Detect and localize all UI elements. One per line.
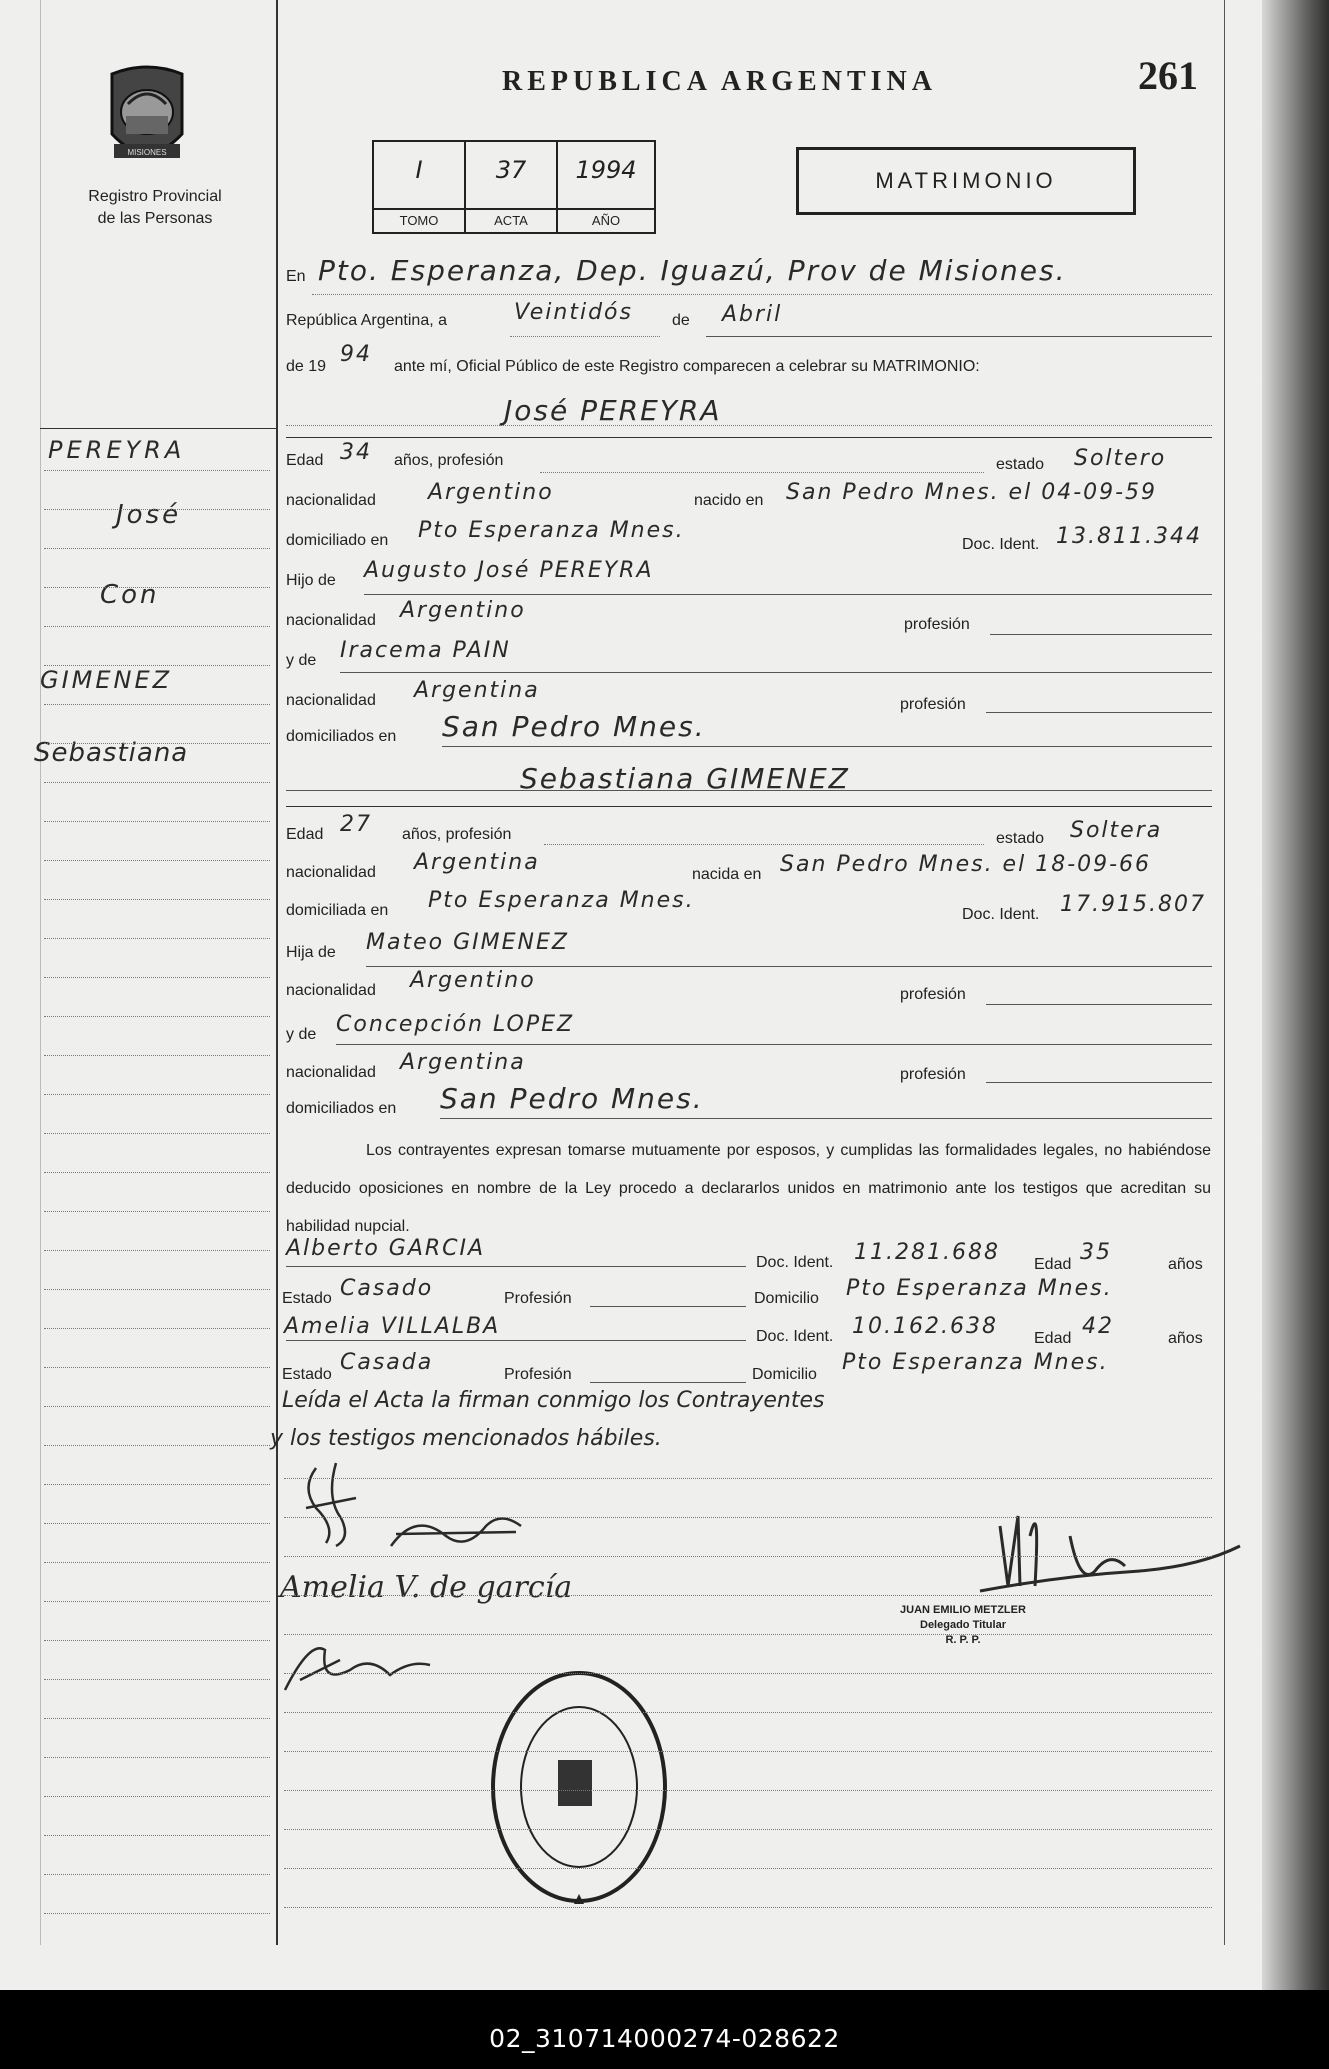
bride-domicile: Pto Esperanza Mnes. [428,888,695,913]
witness2-doc-label: Doc. Ident. [756,1328,834,1345]
intro-statement: ante mí, Oficial Público de este Registro comparecen a celebrar su MATRIMONIO: [394,358,980,375]
acta-label: ACTA [466,208,556,232]
groom-father-nat-label: nacionalidad [286,612,376,629]
witness1-domicilio-label: Domicilio [754,1290,819,1307]
groom-hijo-label: Hijo de [286,572,336,589]
bride-age: 27 [340,812,372,837]
groom-edad-label: Edad [286,452,324,469]
margin-rule [44,938,270,939]
scan-id: 02_310714000274-028622 [489,2024,840,2053]
registry-line-2: de las Personas [97,210,213,227]
body-rule [284,1673,1212,1674]
bride-anos-label: años, profesión [402,826,512,843]
svg-text:MISIONES: MISIONES [127,148,167,157]
groom-profesion-line [540,472,984,473]
groom-father: Augusto José PEREYRA [364,558,654,583]
place-value: Pto. Esperanza, Dep. Iguazú, Prov de Misiones. [318,254,1067,287]
body-rule [284,1751,1212,1752]
body-rule [284,1790,1212,1791]
official-stamp [488,1668,670,1906]
closing-line-2: y los testigos mencionados hábiles. [270,1426,662,1451]
margin-rule [44,1055,270,1056]
margin-rule [44,509,270,510]
groom-age: 34 [340,440,372,465]
groom-mother-line [340,672,1212,673]
margin-rule [44,1016,270,1017]
witness2-profesion-label: Profesión [504,1366,572,1383]
bride-nacida-label: nacida en [692,866,762,883]
registry-line-1: Registro Provincial [88,188,222,205]
margin-rule [44,860,270,861]
groom-mother-prof-line [986,712,1212,713]
witness1-doc: 11.281.688 [854,1240,1000,1265]
margin-rule [44,704,270,705]
groom-doc: 13.811.344 [1056,524,1202,549]
ano-cell [558,142,654,232]
witness1-estado: Casado [340,1276,434,1301]
margin-rule [44,665,270,666]
bride-father-prof-label: profesión [900,986,966,1003]
provincial-crest-icon [104,64,190,172]
bride-nat-label: nacionalidad [286,864,376,881]
witness2-name-line [286,1340,746,1341]
witness1-anos-label: años [1168,1256,1203,1273]
margin-rule [44,1835,270,1836]
margin-rule [44,587,270,588]
bride-mother-line [336,1044,1212,1045]
witness2-edad-label: Edad [1034,1330,1072,1347]
witness1-name: Alberto GARCIA [286,1236,486,1261]
bride-parents-dom-label: domiciliados en [286,1100,397,1117]
witness2-doc: 10.162.638 [852,1314,998,1339]
acta-cell [466,142,558,232]
margin-rule [44,821,270,822]
groom-estado: Soltero [1074,446,1167,471]
year-suffix: 94 [340,342,372,367]
bride-estado: Soltera [1070,818,1163,843]
margin-rule [44,899,270,900]
groom-name-rule [286,437,1212,438]
margin-rule [44,977,270,978]
margin-rule [44,1913,270,1914]
margin-rule [44,1211,270,1212]
margin-rule [44,1133,270,1134]
margin-rule [44,1094,270,1095]
groom-name-line [286,425,1212,426]
witness1-doc-label: Doc. Ident. [756,1254,834,1271]
groom-estado-label: estado [996,456,1045,473]
witness2-estado-label: Estado [282,1366,332,1383]
margin-rule [44,1601,270,1602]
bride-father-nat: Argentino [410,968,536,993]
ano-value: 1994 [575,156,637,184]
bride-parents-dom-line [440,1118,1212,1119]
bride-edad-label: Edad [286,826,324,843]
margin-given-2: Sebastiana [34,738,189,768]
margin-rule [44,1367,270,1368]
margin-rule [44,1445,270,1446]
de-label: de [672,312,690,329]
witness1-domicilio: Pto Esperanza Mnes. [846,1276,1113,1301]
bride-parents-domicile: San Pedro Mnes. [440,1082,704,1115]
body-rule [284,1556,1212,1557]
bride-mother-nat-label: nacionalidad [286,1064,376,1081]
groom-father-line [364,594,1212,595]
body-rule [284,1829,1212,1830]
bride-father-nat-label: nacionalidad [286,982,376,999]
groom-father-prof-line [990,634,1212,635]
book-spine-shadow [1262,0,1329,1990]
witness1-age: 35 [1080,1240,1112,1265]
margin-rule [44,1484,270,1485]
tomo-cell [374,142,466,232]
margin-rule [44,1562,270,1563]
body-rule [284,1712,1212,1713]
bride-mother-prof-line [986,1082,1212,1083]
bride-profesion-line [544,844,984,845]
witness2-estado: Casada [340,1350,434,1375]
signature-2 [386,1506,526,1560]
groom-nat-label: nacionalidad [286,492,376,509]
margin-rule [44,470,270,471]
groom-doc-label: Doc. Ident. [962,536,1040,553]
witness2-anos-label: años [1168,1330,1203,1347]
bride-hija-label: Hija de [286,944,336,961]
margin-rule [44,1328,270,1329]
margin-rule [44,782,270,783]
right-margin-rule [1224,0,1225,1945]
witness1-name-line [286,1266,746,1267]
groom-name: José PEREYRA [504,394,722,427]
margin-rule [44,1679,270,1680]
margin-rule [44,1289,270,1290]
margin-rule [44,1406,270,1407]
groom-parents-domicile: San Pedro Mnes. [442,710,706,743]
margin-rule [44,1718,270,1719]
official-office: R. P. P. [945,1634,981,1646]
bride-father: Mateo GIMENEZ [366,930,569,955]
witness2-profesion-line [590,1382,746,1383]
groom-mother-nat-label: nacionalidad [286,692,376,709]
groom-mother-nat: Argentina [414,678,540,703]
margin-top-rule [40,428,276,429]
day-value: Veintidós [514,300,633,325]
republica-label: República Argentina, a [286,312,447,329]
witness2-domicilio-label: Domicilio [752,1366,817,1383]
signature-1 [296,1458,366,1548]
margin-rule [44,1757,270,1758]
bride-name-rule [286,806,1212,807]
bride-father-line [366,966,1212,967]
margin-rule [44,548,270,549]
body-rule [284,1478,1212,1479]
margin-rule [44,1640,270,1641]
witness2-age: 42 [1082,1314,1114,1339]
day-line [510,336,660,337]
month-line [706,336,1212,337]
witness1-profesion-label: Profesión [504,1290,572,1307]
margin-rule [44,1523,270,1524]
ano-label: AÑO [558,208,654,232]
groom-birthplace: San Pedro Mnes. el 04-09-59 [786,480,1158,505]
margin-surname-2: GIMENEZ [40,666,173,694]
groom-dom-label: domiciliado en [286,532,389,549]
witness2-domicilio: Pto Esperanza Mnes. [842,1350,1109,1375]
official-block [888,1603,1038,1648]
margin-rule [44,1250,270,1251]
groom-parents-dom-line [442,746,1212,747]
groom-domicile: Pto Esperanza Mnes. [418,518,685,543]
margin-surname-1: PEREYRA [48,436,186,464]
groom-mother-prof-label: profesión [900,696,966,713]
signature-4 [280,1630,450,1700]
body-rule [284,1868,1212,1869]
body-rule [284,1907,1212,1908]
en-label: En [286,268,306,285]
margin-rule [44,1796,270,1797]
witness2-name: Amelia VILLALBA [284,1314,501,1339]
groom-parents-dom-label: domiciliados en [286,728,397,745]
acta-value: 37 [495,156,527,184]
groom-anos-label: años, profesión [394,452,504,469]
body-rule [284,1517,1212,1518]
far-left-rule [40,0,41,1945]
place-line [312,294,1212,295]
month-value: Abril [722,302,783,327]
margin-given-1: José [116,500,182,530]
record-number-box [372,140,656,234]
signature-3: Amelia V. de garcía [280,1570,573,1605]
official-name: JUAN EMILIO METZLER [900,1604,1026,1616]
groom-mother: Iracema PAIN [340,638,511,663]
official-signature [960,1476,1250,1606]
bride-mother: Concepción LOPEZ [336,1012,575,1037]
official-title: Delegado Titular [920,1619,1006,1631]
left-margin-rule [276,0,278,1945]
tomo-label: TOMO [374,208,464,232]
groom-father-nat: Argentino [400,598,526,623]
body-rule [284,1634,1212,1635]
folio-number: 261 [1138,53,1198,98]
margin-rule [44,1874,270,1875]
bride-father-prof-line [986,1004,1212,1005]
bride-nat: Argentina [414,850,540,875]
margin-rule [44,626,270,627]
bride-dom-label: domiciliada en [286,902,389,919]
bride-birthplace: San Pedro Mnes. el 18-09-66 [780,852,1152,877]
witness1-edad-label: Edad [1034,1256,1072,1273]
bride-name: Sebastiana GIMENEZ [520,762,850,795]
bride-mother-nat: Argentina [400,1050,526,1075]
margin-rule [44,743,270,744]
groom-nat: Argentino [428,480,554,505]
page-title: REPUBLICA ARGENTINA [502,66,937,97]
witness1-profesion-line [590,1306,746,1307]
bride-doc-label: Doc. Ident. [962,906,1040,923]
bride-doc: 17.915.807 [1060,892,1206,917]
groom-yde-label: y de [286,652,317,669]
groom-nacido-label: nacido en [694,492,764,509]
registry-name [60,186,250,230]
margin-con: Con [100,580,160,610]
body-rule [284,1595,1212,1596]
document-type-box: MATRIMONIO [796,147,1136,215]
tomo-value: I [415,156,423,184]
witness1-estado-label: Estado [282,1290,332,1307]
bride-estado-label: estado [996,830,1045,847]
declaration-text: Los contrayentes expresan tomarse mutuamente por esposos, y cumplidas las formalidades legales, no habiéndose deducido oposiciones en nombre de la Ley procedo a declararlos unidos en matrimonio ante los testigos que acreditan su habilidad nupcial. [286,1142,1211,1235]
bride-mother-prof-label: profesión [900,1066,966,1083]
bride-yde-label: y de [286,1026,317,1043]
year-prefix: de 19 [286,358,327,375]
groom-father-prof-label: profesión [904,616,970,633]
closing-line-1: Leída el Acta la firman conmigo los Contrayentes [282,1388,825,1413]
margin-rule [44,1172,270,1173]
